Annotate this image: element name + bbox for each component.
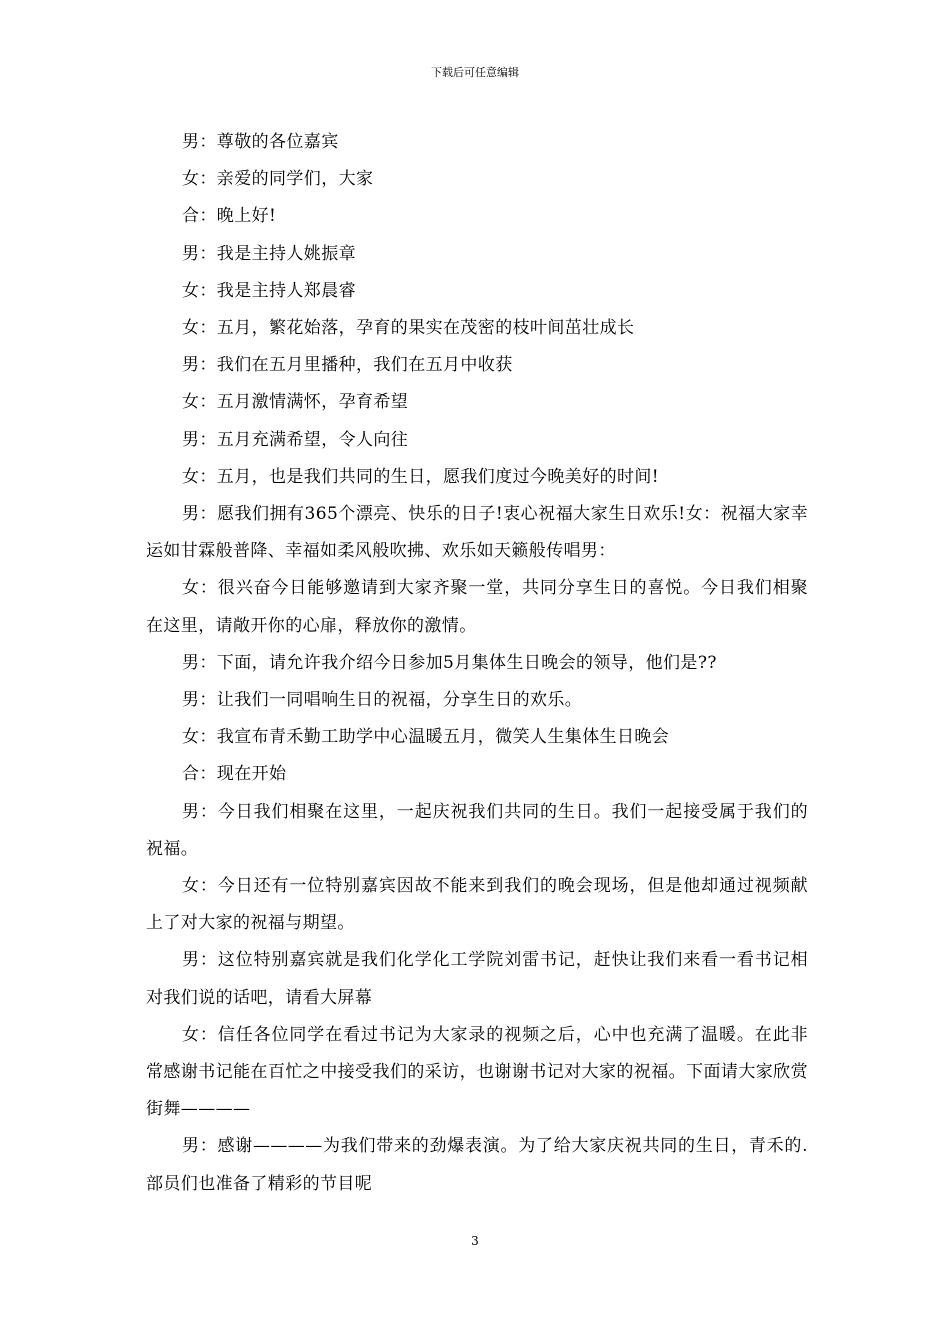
page-number: 3 <box>471 1234 479 1248</box>
script-line: 男：下面，请允许我介绍今日参加5月集体生日晚会的领导，他们是?? <box>182 652 717 673</box>
script-line: 男：感谢————为我们带来的劲爆表演。为了给大家庆祝共同的生日，青禾的.部员们也准备了精彩的节目呢 <box>146 1136 808 1194</box>
page-header: 下载后可任意编辑 <box>431 66 519 79</box>
script-line: 男：尊敬的各位嘉宾 <box>182 132 339 152</box>
script-line: 男：我们在五月里播种，我们在五月中收获 <box>182 355 513 376</box>
script-line: 女：我是主持人郑晨睿 <box>182 280 356 301</box>
document-body <box>146 124 808 1203</box>
script-line: 女：信任各位同学在看过书记为大家录的视频之后，心中也充满了温暖。在此非常感谢书记能在百忙之中接受我们的采访，也谢谢书记对大家的祝福。下面请大家欣赏街舞———— <box>146 1024 808 1120</box>
script-line: 男：愿我们拥有365个漂亮、快乐的日子!衷心祝福大家生日欢乐!女：祝福大家幸运如甘霖般普降、幸福如柔风般吹拂、欢乐如天籁般传唱男： <box>146 504 808 562</box>
script-line: 男：今日我们相聚在这里，一起庆祝我们共同的生日。我们一起接受属于我们的祝福。 <box>146 801 808 859</box>
script-line: 女：五月，也是我们共同的生日，愿我们度过今晚美好的时间! <box>182 466 660 487</box>
script-line: 女：五月，繁花始落，孕育的果实在茂密的枝叶间茁壮成长 <box>182 318 635 339</box>
script-line: 男：这位特别嘉宾就是我们化学化工学院刘雷书记，赶快让我们来看一看书记相对我们说的话吧，请看大屏幕 <box>146 950 808 1008</box>
script-line: 女：我宣布青禾勤工助学中心温暖五月，微笑人生集体生日晚会 <box>182 727 670 748</box>
script-line: 女：五月激情满怀，孕育希望 <box>182 392 409 413</box>
script-line: 合：晚上好! <box>182 206 277 227</box>
script-line: 男：五月充满希望，令人向往 <box>182 429 409 450</box>
script-line: 女：亲爱的同学们，大家 <box>182 169 374 190</box>
script-line: 女：很兴奋今日能够邀请到大家齐聚一堂，共同分享生日的喜悦。今日我们相聚在这里，请敞开你的心扉，释放你的激情。 <box>146 578 808 636</box>
script-line: 男：我是主持人姚振章 <box>182 243 356 264</box>
script-line: 男：让我们一同唱响生日的祝福，分享生日的欢乐。 <box>182 690 583 711</box>
script-line: 女：今日还有一位特别嘉宾因故不能来到我们的晚会现场，但是他却通过视频献上了对大家的祝福与期望。 <box>146 876 808 934</box>
script-line: 合：现在开始 <box>182 764 287 785</box>
